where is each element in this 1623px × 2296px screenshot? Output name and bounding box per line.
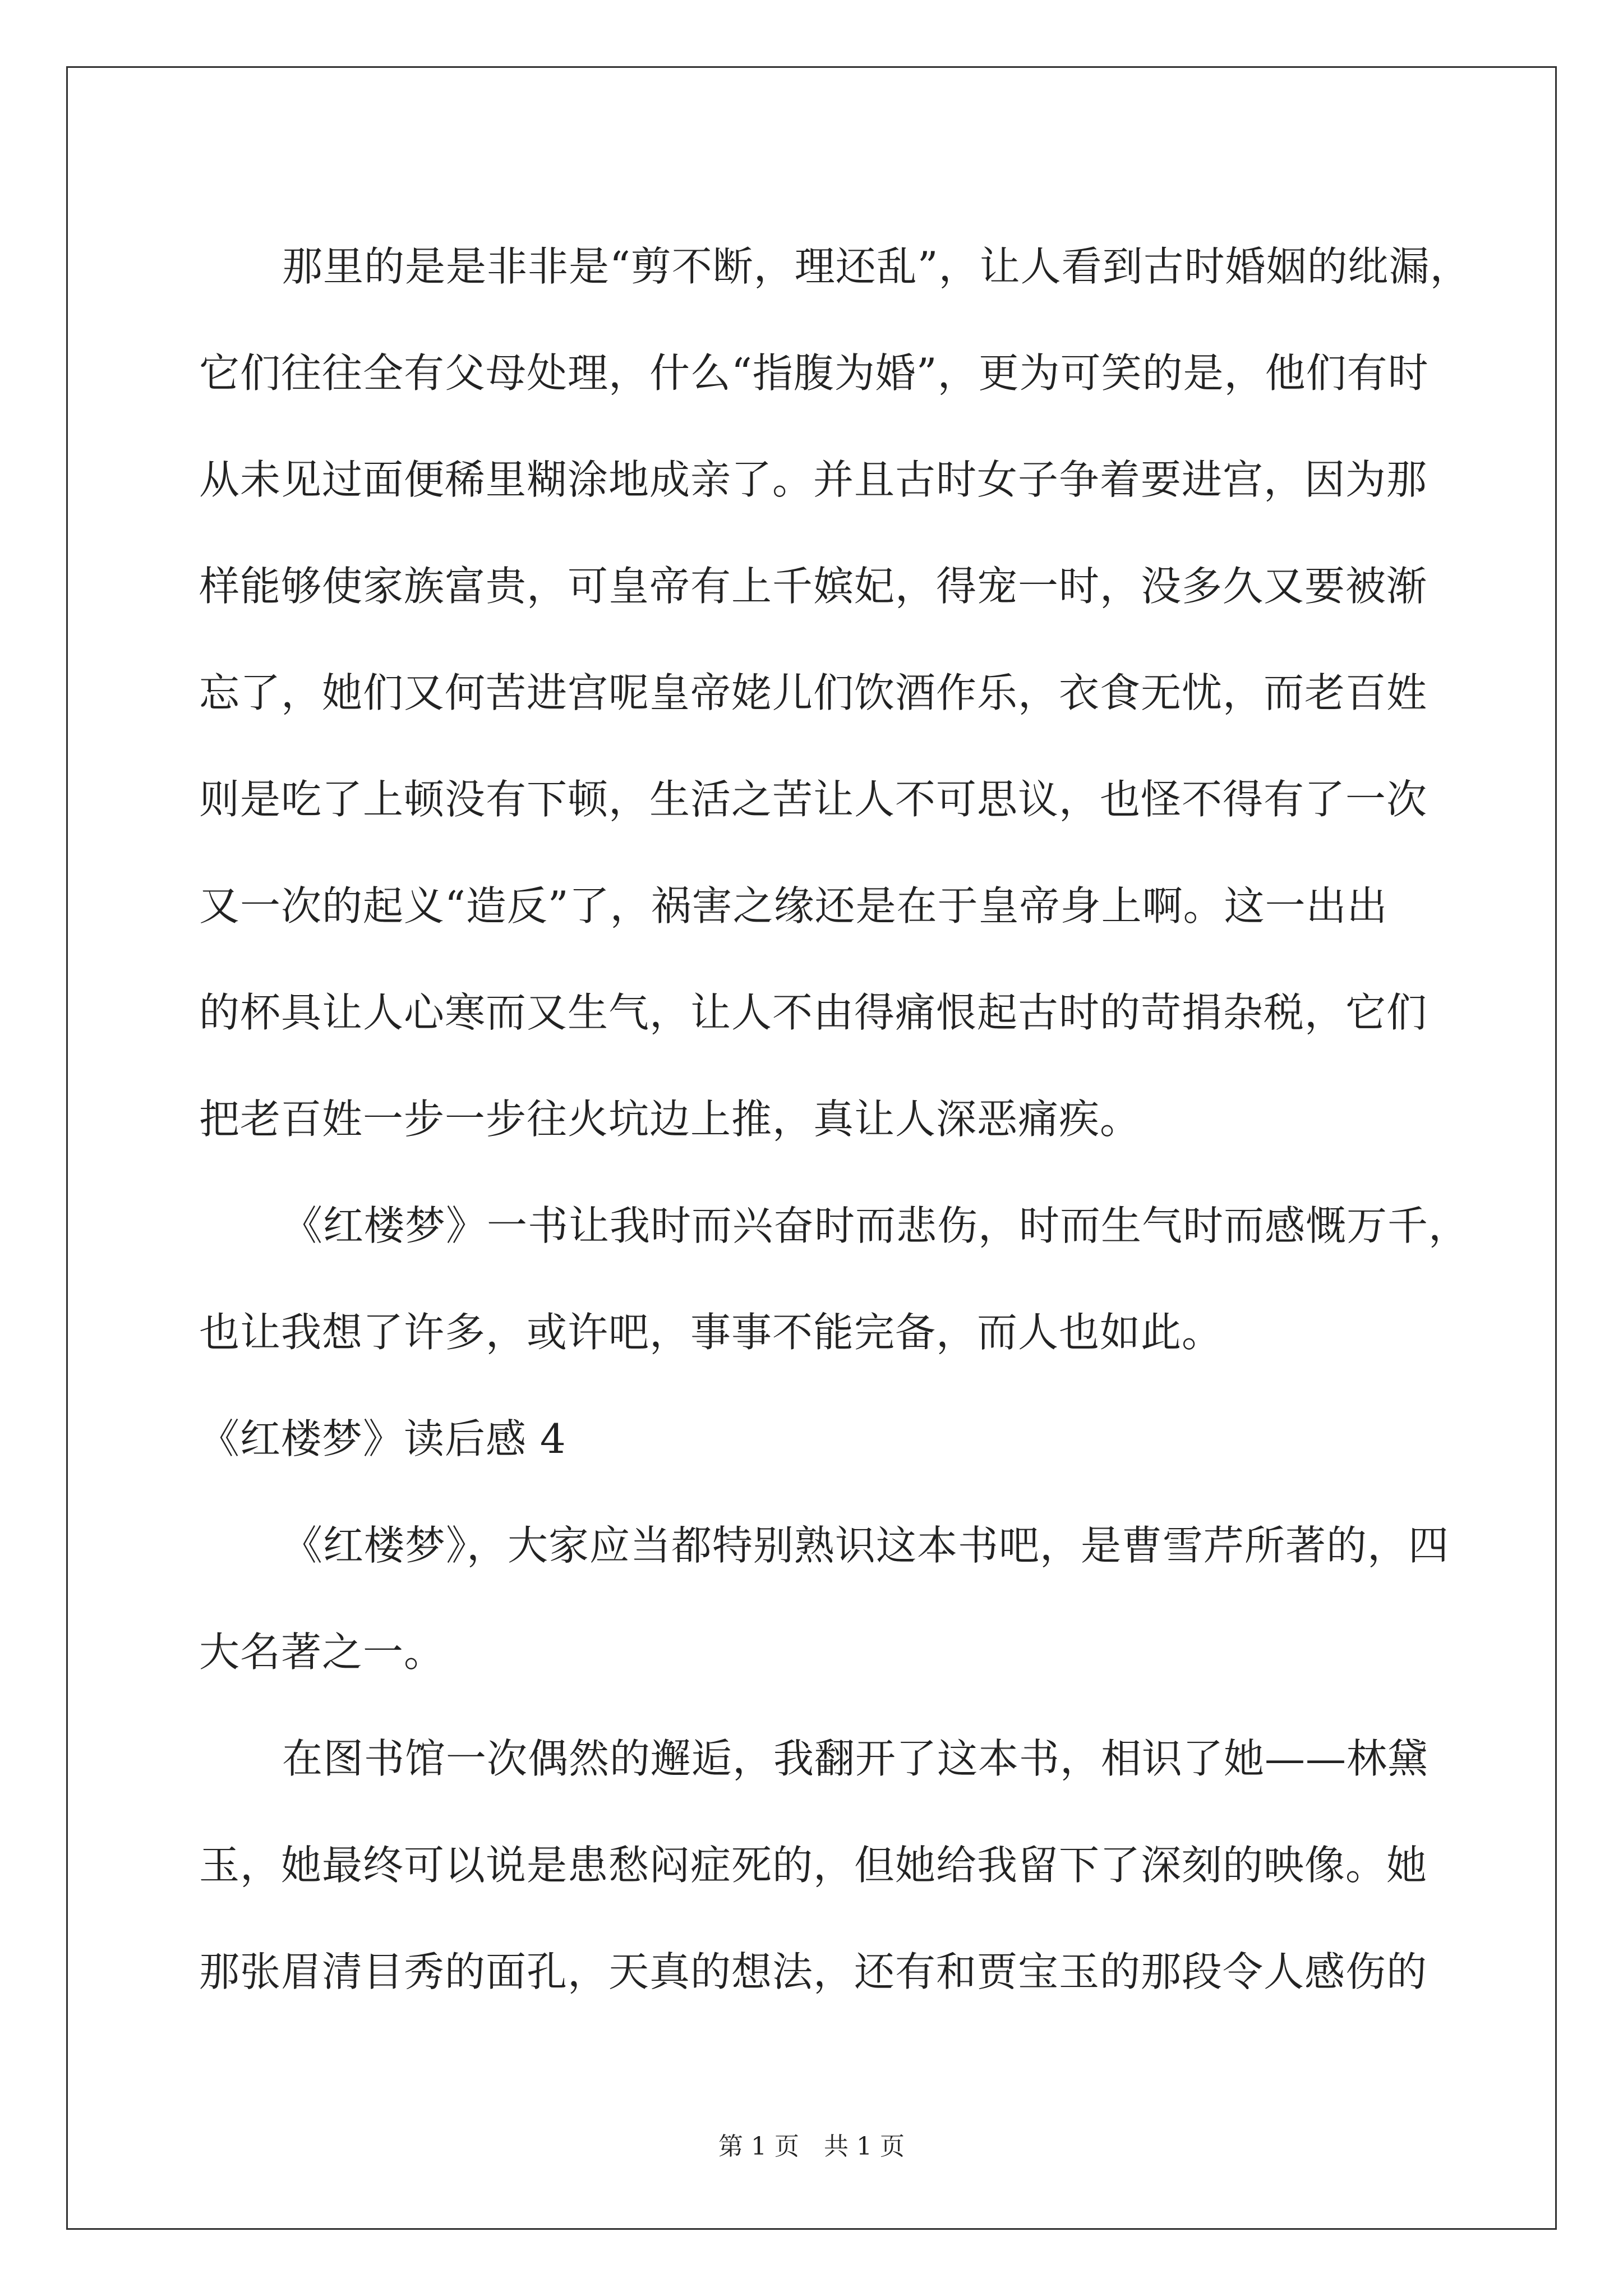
document-body — [199, 213, 1471, 2025]
paragraph-line: 则是吃了上顿没有下顿，生活之苦让人不可思议，也怪不得有了一次 — [199, 776, 1428, 823]
page-footer: 第 1 页 共 1 页 — [718, 2132, 905, 2161]
paragraph-line: 从未见过面便稀里糊涂地成亲了。并且古时女子争着要进宫，因为那 — [199, 456, 1428, 503]
paragraph-line: 又一次的起义“造反”了，祸害之缘还是在于皇帝身上啊。这一出出 — [199, 882, 1388, 930]
paragraph-line: 把老百姓一步一步往火坑边上推，真让人深恶痛疾。 — [199, 1096, 1141, 1143]
paragraph-line: 大名著之一。 — [199, 1628, 445, 1676]
paragraph-line: 那张眉清目秀的面孔，天真的想法，还有和贾宝玉的那段令人感伤的 — [199, 1948, 1428, 1995]
paragraph-line: 也让我想了许多，或许吧，事事不能完备，而人也如此。 — [199, 1309, 1223, 1356]
paragraph-line: 《红楼梦》一书让我时而兴奋时而悲伤，时而生气时而感慨万千， — [282, 1202, 1470, 1249]
paragraph-line: 《红楼梦》，大家应当都特别熟识这本书吧，是曹雪芹所著的，四 — [282, 1522, 1450, 1569]
paragraph-line: 的杯具让人心寒而又生气，让人不由得痛恨起古时的苛捐杂税，它们 — [199, 989, 1428, 1036]
paragraph-line: 它们往往全有父母处理，什么“指腹为婚”，更为可笑的是，他们有时 — [199, 349, 1429, 397]
paragraph-line: 忘了，她们又何苦进宫呢皇帝姥儿们饮酒作乐，衣食无忧，而老百姓 — [199, 669, 1428, 716]
paragraph-line: 在图书馆一次偶然的邂逅，我翻开了这本书，相识了她——林黛 — [282, 1735, 1429, 1782]
paragraph-line: 那里的是是非非是“剪不断，理还乱”，让人看到古时婚姻的纰漏， — [282, 243, 1471, 290]
paragraph-line: 样能够使家族富贵，可皇帝有上千嫔妃，得宠一时，没多久又要被渐 — [199, 563, 1428, 610]
paragraph-line: 玉，她最终可以说是患愁闷症死的，但她给我留下了深刻的映像。她 — [199, 1842, 1428, 1889]
section-heading: 《红楼梦》读后感 4 — [199, 1415, 566, 1462]
